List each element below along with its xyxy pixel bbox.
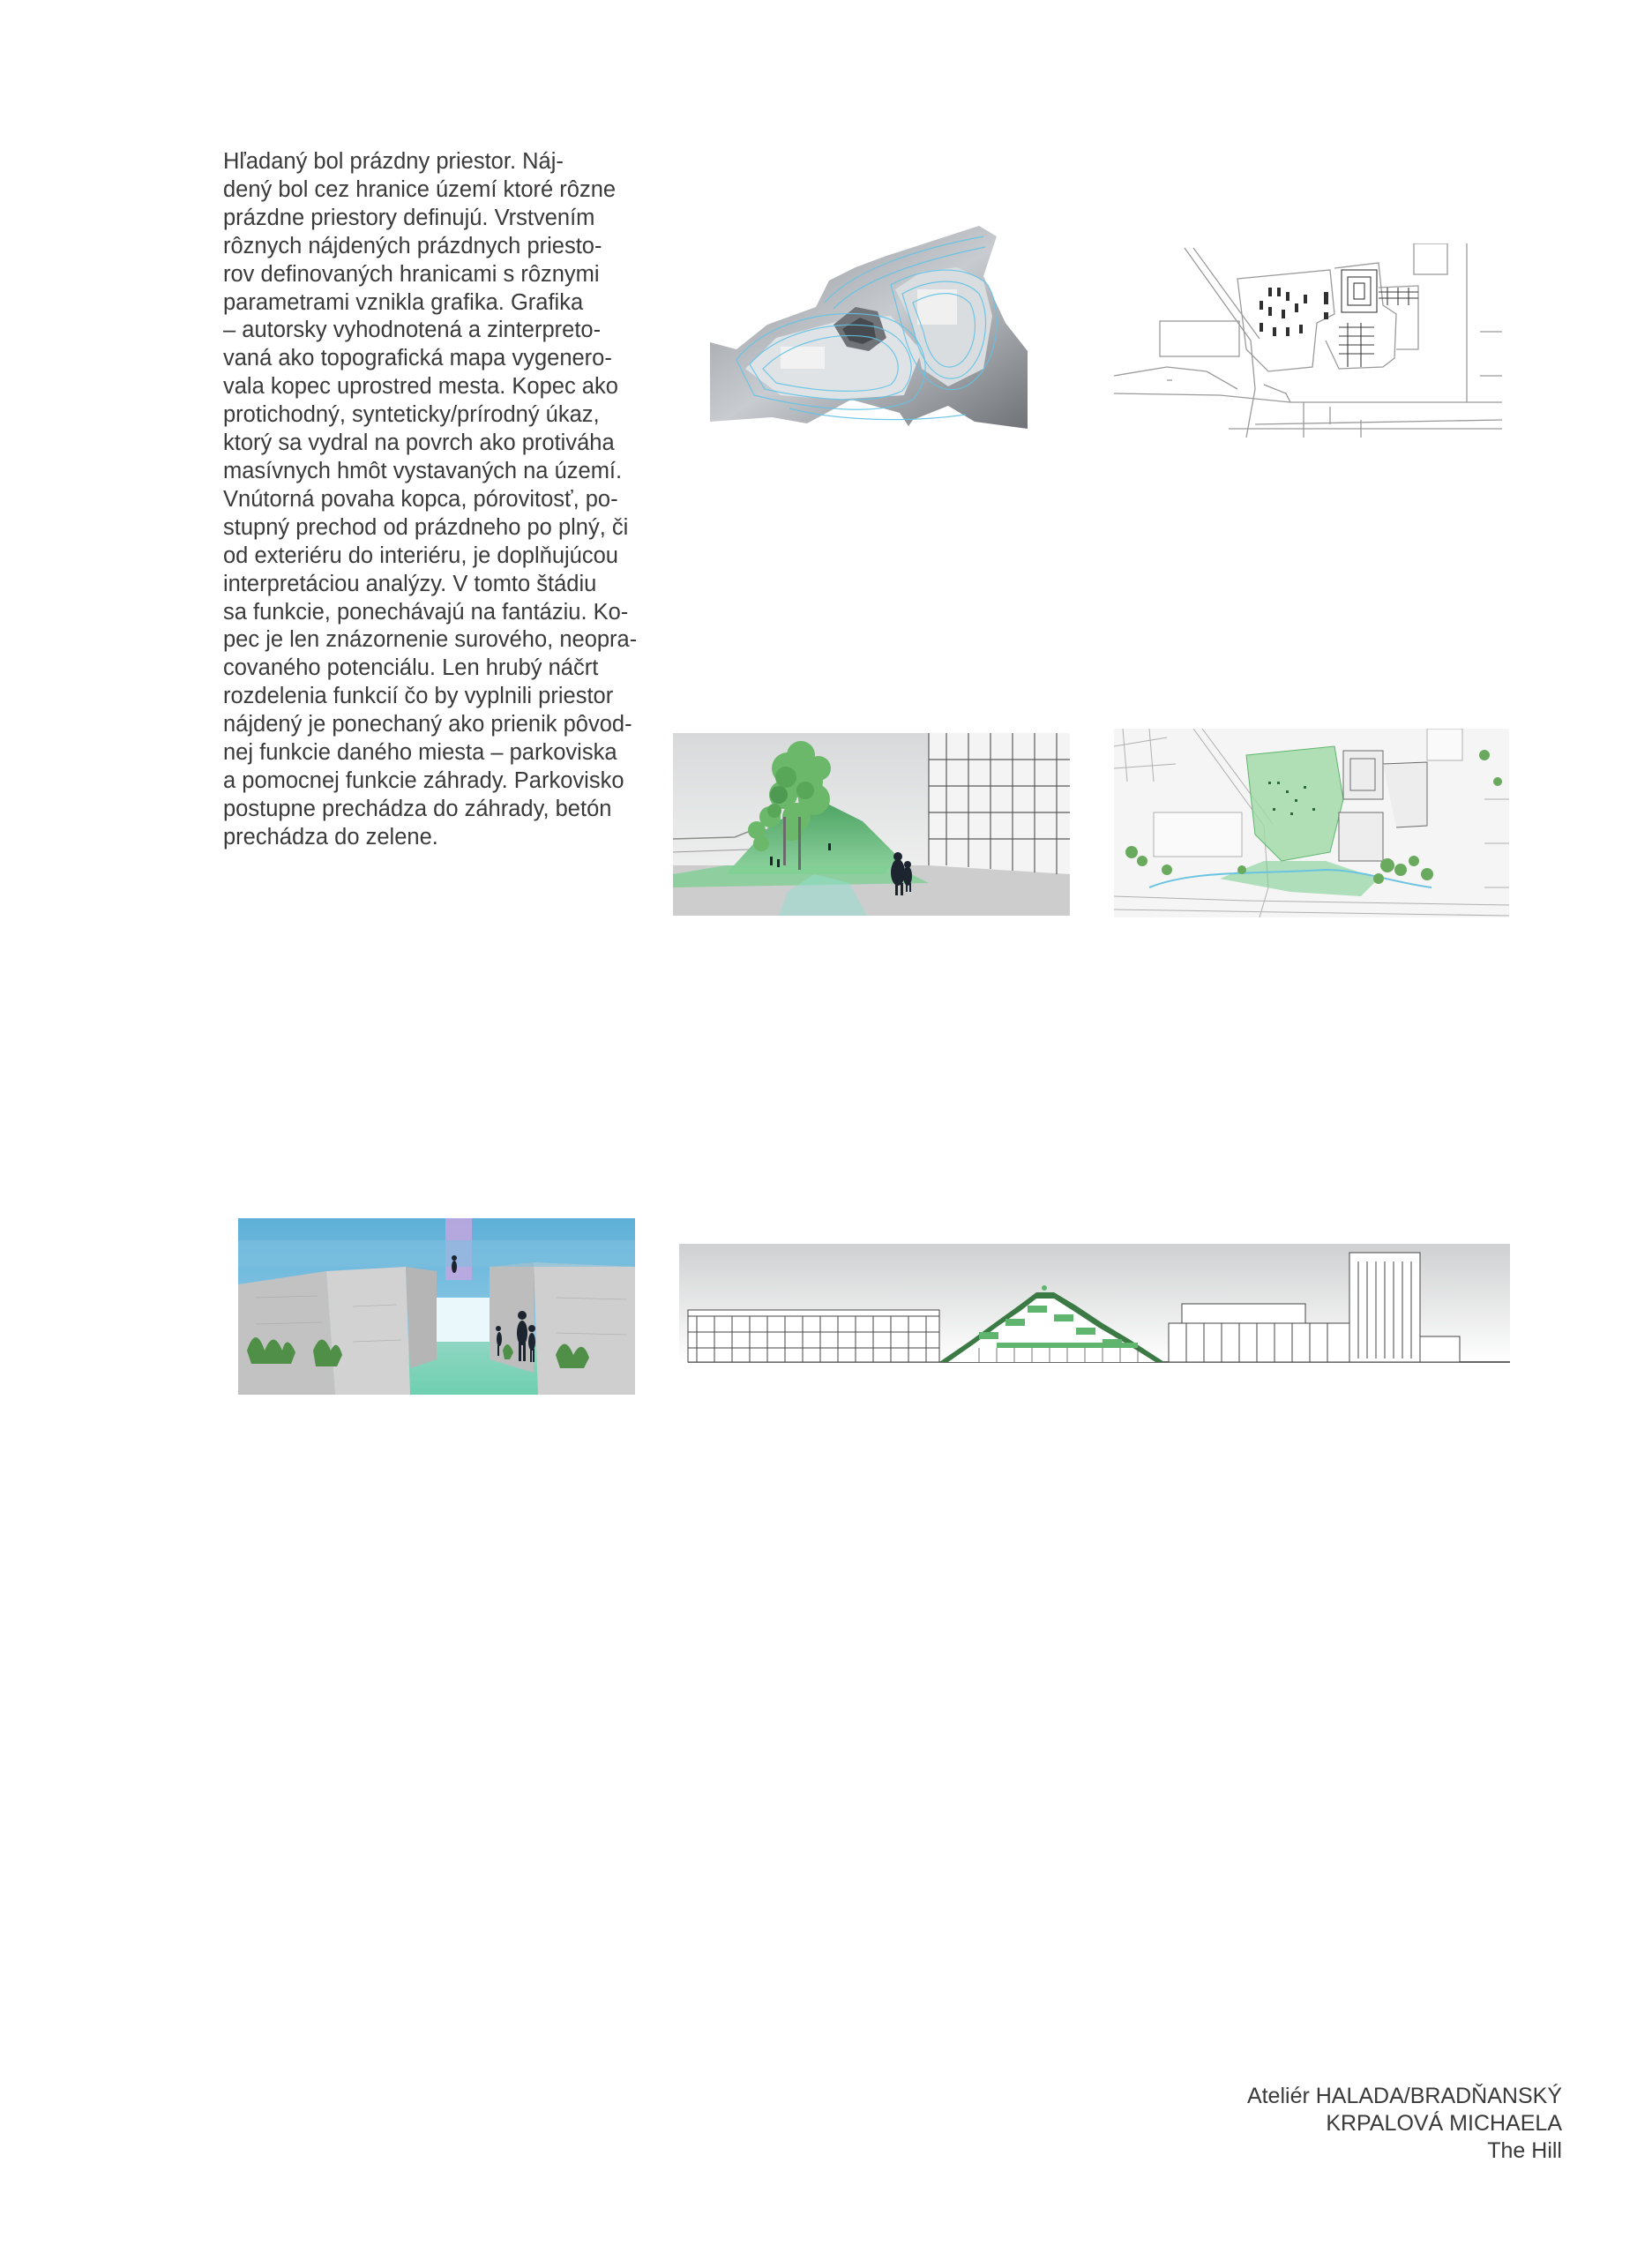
section-elevation-drawing — [679, 1244, 1510, 1364]
interior-render — [238, 1218, 635, 1395]
text-line: nájdený je ponechaný ako prienik pôvod- — [223, 712, 632, 737]
project-title: The Hill — [1487, 2138, 1562, 2163]
text-line: parametrami vznikla grafika. Grafika — [223, 289, 584, 315]
interior-drawing — [238, 1218, 635, 1395]
text-line: rôznych nájdených prázdnych priesto- — [223, 233, 602, 258]
text-line: od exteriéru do interiéru, je doplňujúcou — [223, 543, 618, 568]
text-line: Hľadaný bol prázdny priestor. Náj- — [223, 149, 564, 174]
description-text — [223, 148, 664, 852]
text-line: prechádza do zelene. — [223, 824, 438, 850]
site-plan-drawing — [1114, 243, 1502, 438]
section-elevation-figure — [679, 1244, 1510, 1364]
text-line: masívnych hmôt vystavaných na území. — [223, 458, 623, 483]
text-line: vaná ako topografická mapa vygenero- — [223, 346, 612, 371]
site-plan-figure — [1114, 243, 1502, 438]
author-name: KRPALOVÁ MICHAELA — [1326, 2111, 1562, 2136]
text-line: covaného potenciálu. Len hrubý náčrt — [223, 655, 599, 681]
text-line: rozdelenia funkcií čo by vyplnili priestor — [223, 684, 614, 709]
topographic-map-figure — [701, 219, 1028, 429]
credits-block — [1247, 2083, 1562, 2165]
text-line: sa funkcie, ponechávajú na fantáziu. Ko- — [223, 599, 629, 625]
green-site-plan-drawing — [1114, 729, 1509, 917]
text-line: prázdne priestory definujú. Vrstvením — [223, 205, 595, 230]
text-line: interpretáciou analýzy. V tomto štádiu — [223, 571, 597, 596]
topographic-map-drawing — [701, 219, 1028, 429]
text-line: stupný prechod od prázdneho po plný, či — [223, 514, 629, 540]
text-line: vala kopec uprostred mesta. Kopec ako — [223, 374, 618, 400]
text-line: a pomocnej funkcie záhrady. Parkovisko — [223, 767, 624, 793]
text-line: pec je len znázornenie surového, neopra- — [223, 627, 638, 653]
text-line: postupne prechádza do záhrady, betón — [223, 796, 612, 821]
text-line: Vnútorná povaha kopca, pórovitosť, po- — [223, 486, 618, 512]
text-line: ktorý sa vydral na povrch ako protiváha — [223, 430, 615, 456]
text-line: nej funkcie daného miesta – parkoviska — [223, 740, 617, 766]
text-line: rov definovaných hranicami s rôznymi — [223, 261, 600, 287]
text-line: – autorsky vyhodnotená a zinterpreto- — [223, 318, 602, 343]
hill-perspective-render — [673, 733, 1070, 916]
text-line: dený bol cez hranice území ktoré rôzne — [223, 176, 617, 202]
green-site-plan-figure — [1114, 729, 1509, 917]
hill-perspective-drawing — [673, 733, 1070, 916]
text-line: protichodný, synteticky/prírodný úkaz, — [223, 402, 600, 428]
studio-name: Ateliér HALADA/BRADŇANSKÝ — [1246, 2084, 1562, 2108]
